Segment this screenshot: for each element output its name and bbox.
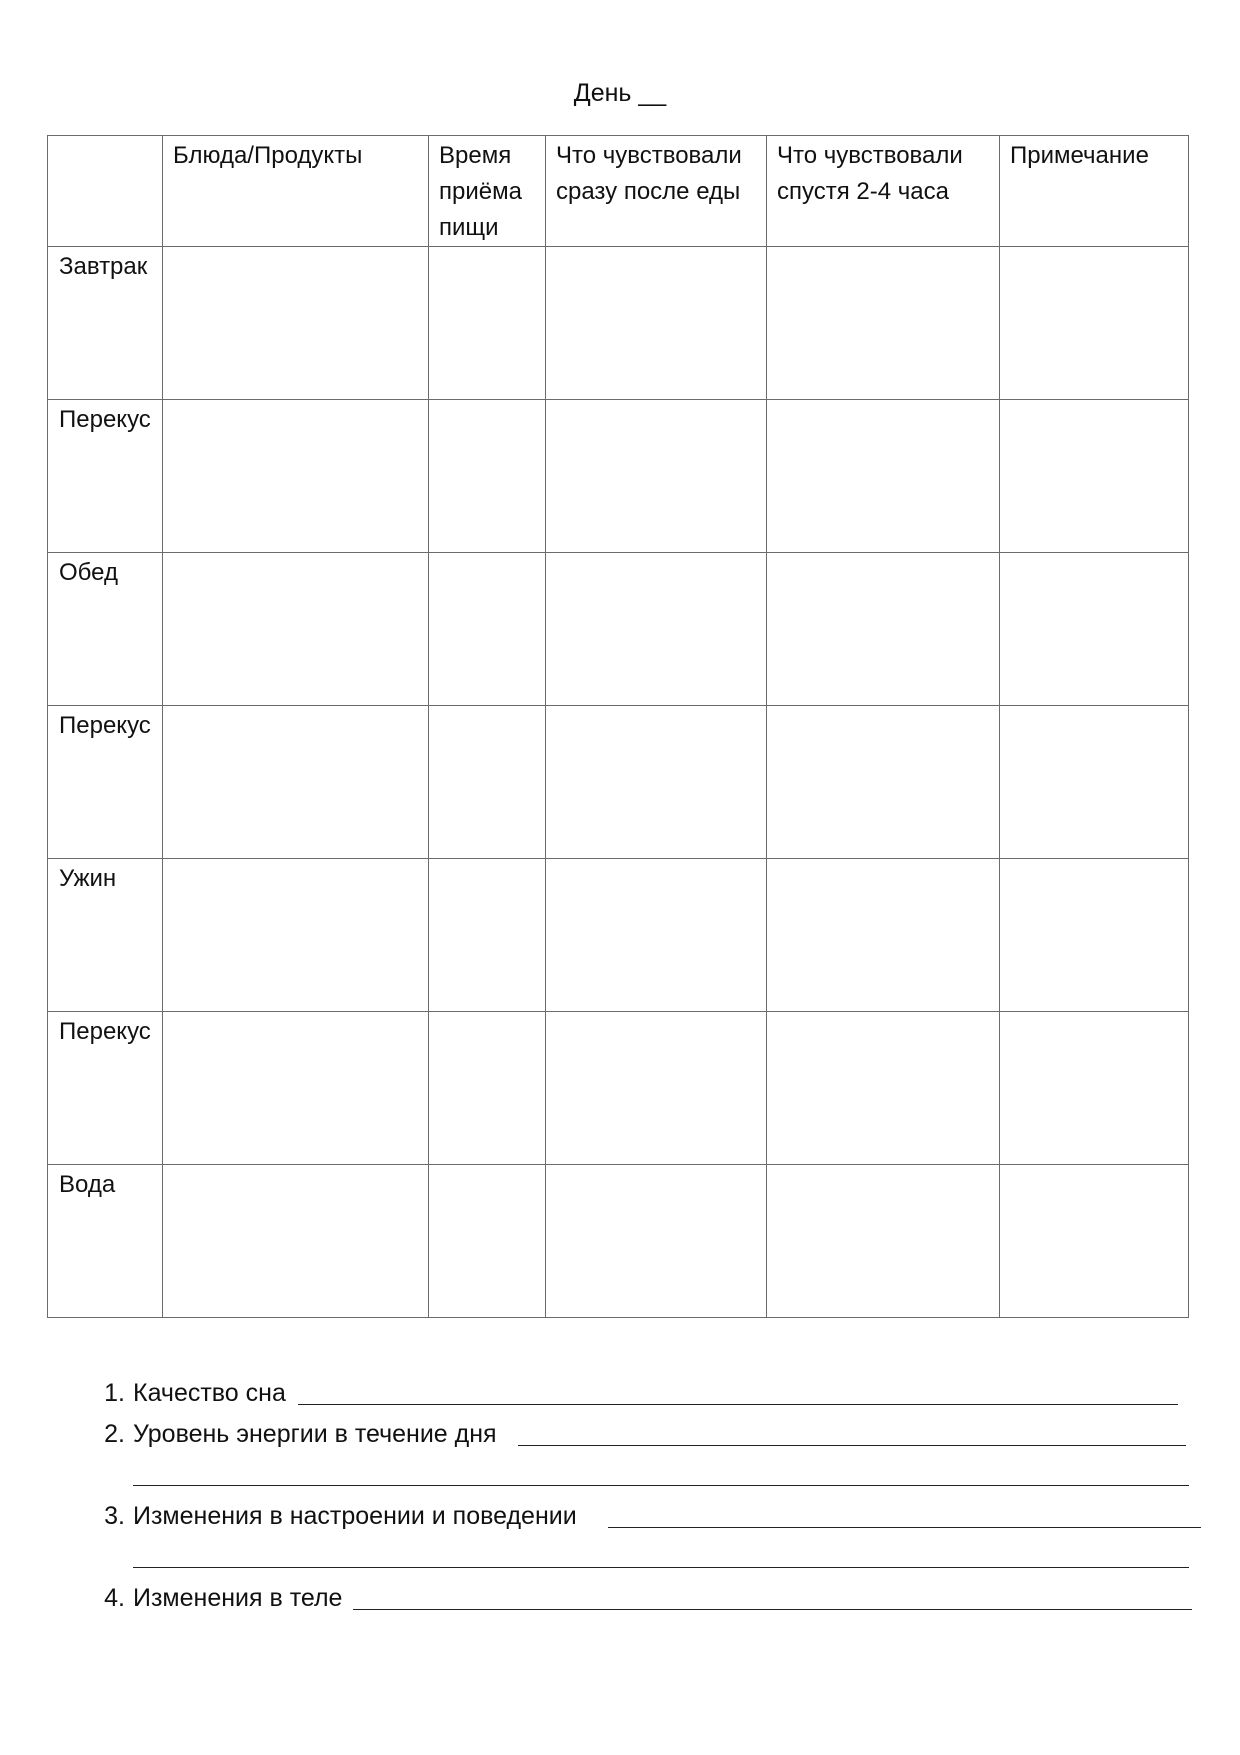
cell-feeling-after[interactable] (546, 247, 767, 400)
cell-note[interactable] (1000, 553, 1189, 706)
question-label: Уровень энергии в течение дня (133, 1420, 497, 1448)
cell-feeling-after[interactable] (546, 400, 767, 553)
cell-dishes[interactable] (163, 553, 429, 706)
row-label-snack-3: Перекус (48, 1012, 163, 1165)
cell-dishes[interactable] (163, 859, 429, 1012)
question-number: 2. (104, 1420, 125, 1448)
cell-meal-time[interactable] (429, 859, 546, 1012)
cell-feeling-after[interactable] (546, 706, 767, 859)
cell-note[interactable] (1000, 1012, 1189, 1165)
cell-note[interactable] (1000, 247, 1189, 400)
header-note: Примечание (1000, 136, 1189, 247)
answer-line-energy-continued[interactable] (133, 1485, 1189, 1486)
food-diary-table (47, 135, 1189, 1318)
question-number: 3. (104, 1502, 125, 1530)
header-cell-empty (48, 136, 163, 247)
table-row (48, 247, 1189, 400)
cell-feeling-after[interactable] (546, 1165, 767, 1318)
row-label-water: Вода (48, 1165, 163, 1318)
cell-dishes[interactable] (163, 247, 429, 400)
header-meal-time: Время приёма пищи (429, 136, 546, 247)
cell-meal-time[interactable] (429, 400, 546, 553)
cell-meal-time[interactable] (429, 1012, 546, 1165)
table-row (48, 553, 1189, 706)
cell-dishes[interactable] (163, 706, 429, 859)
header-feeling-later: Что чувствовали спустя 2-4 часа (767, 136, 1000, 247)
cell-meal-time[interactable] (429, 553, 546, 706)
header-dishes: Блюда/Продукты (163, 136, 429, 247)
cell-feeling-later[interactable] (767, 553, 1000, 706)
row-label-snack-2: Перекус (48, 706, 163, 859)
cell-dishes[interactable] (163, 400, 429, 553)
cell-dishes[interactable] (163, 1012, 429, 1165)
question-label: Качество сна (133, 1379, 286, 1407)
cell-feeling-later[interactable] (767, 400, 1000, 553)
answer-line-energy[interactable] (518, 1445, 1186, 1446)
question-label: Изменения в теле (133, 1584, 343, 1612)
cell-note[interactable] (1000, 400, 1189, 553)
question-number: 1. (104, 1379, 125, 1407)
table-row (48, 1165, 1189, 1318)
cell-dishes[interactable] (163, 1165, 429, 1318)
cell-meal-time[interactable] (429, 247, 546, 400)
answer-line-mood-continued[interactable] (133, 1567, 1189, 1568)
table-row (48, 706, 1189, 859)
cell-feeling-later[interactable] (767, 706, 1000, 859)
row-label-snack-1: Перекус (48, 400, 163, 553)
table-header-row (48, 136, 1189, 247)
cell-note[interactable] (1000, 706, 1189, 859)
table-row (48, 1012, 1189, 1165)
row-label-breakfast: Завтрак (48, 247, 163, 400)
question-mood-behavior (104, 1499, 1201, 1533)
table-row (48, 859, 1189, 1012)
cell-feeling-later[interactable] (767, 1165, 1000, 1318)
cell-note[interactable] (1000, 859, 1189, 1012)
page-title: День __ (573, 79, 667, 107)
cell-feeling-later[interactable] (767, 247, 1000, 400)
question-number: 4. (104, 1584, 125, 1612)
cell-feeling-after[interactable] (546, 1012, 767, 1165)
cell-meal-time[interactable] (429, 706, 546, 859)
cell-feeling-after[interactable] (546, 553, 767, 706)
question-energy-level (104, 1417, 1186, 1451)
row-label-dinner: Ужин (48, 859, 163, 1012)
cell-meal-time[interactable] (429, 1165, 546, 1318)
header-feeling-after: Что чувствовали сразу после еды (546, 136, 767, 247)
cell-feeling-later[interactable] (767, 859, 1000, 1012)
question-label: Изменения в настроении и поведении (133, 1502, 577, 1530)
cell-note[interactable] (1000, 1165, 1189, 1318)
question-sleep-quality (104, 1376, 1178, 1410)
cell-feeling-later[interactable] (767, 1012, 1000, 1165)
table-row (48, 400, 1189, 553)
answer-line-mood[interactable] (608, 1527, 1201, 1528)
cell-feeling-after[interactable] (546, 859, 767, 1012)
question-body-changes (104, 1581, 1192, 1615)
row-label-lunch: Обед (48, 553, 163, 706)
answer-line-sleep[interactable] (298, 1404, 1178, 1405)
answer-line-body[interactable] (353, 1609, 1192, 1610)
